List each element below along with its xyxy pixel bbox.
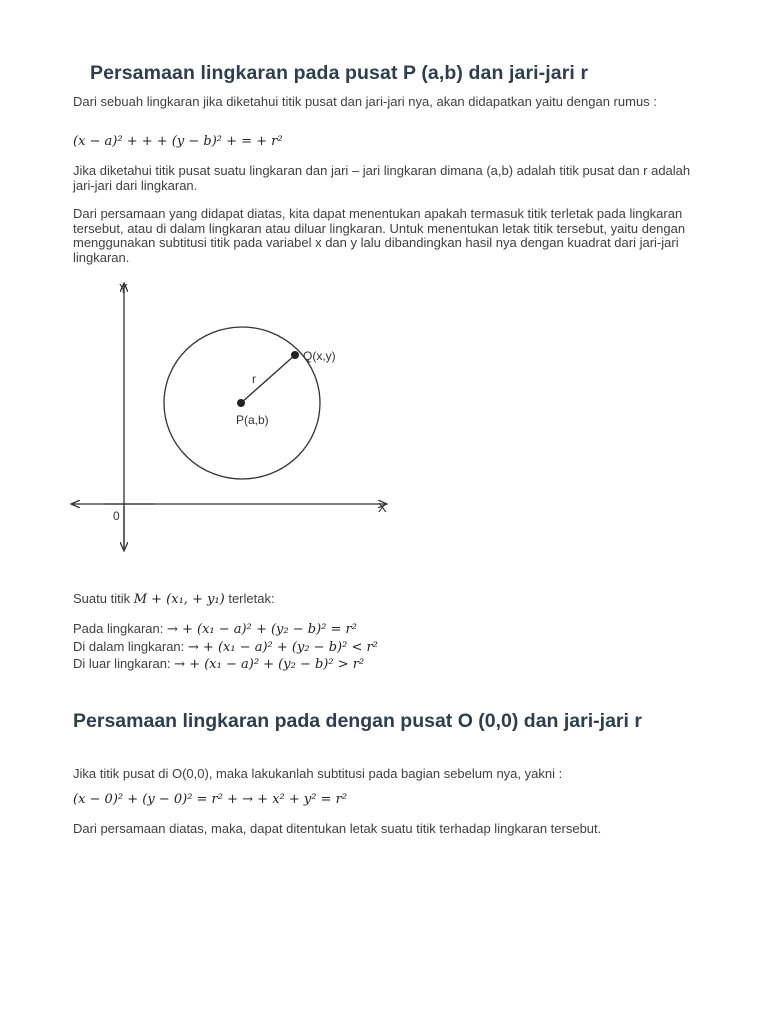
point-intro-line <box>73 591 275 607</box>
center-point <box>237 399 245 407</box>
x-label: X <box>378 500 387 515</box>
outside-circle-line <box>73 656 364 672</box>
section-2-formula: (x − 0)² + (y − 0)² = r² + → + x² + y² = r² <box>73 792 348 807</box>
on-circle-line <box>73 621 357 637</box>
origin-label: 0 <box>113 509 120 523</box>
section-1-explain: Jika diketahui titik pusat suatu lingkaran dan jari – jari lingkaran dimana (a,b) adalah titik pusat dan r adalah jari-jari dari lingkaran. <box>73 163 691 193</box>
section-1-formula: (x − a)² + + + (y − b)² + = + r² <box>73 134 283 149</box>
outside-circle-label: Di luar lingkaran: <box>73 656 171 671</box>
circle-diagram <box>64 276 404 561</box>
outside-circle-formula: → + (x₁ − a)² + (y₂ − b)² > r² <box>174 657 365 672</box>
section-2-closing: Dari persamaan diatas, maka, dapat ditentukan letak suatu titik terhadap lingkaran tersebut. <box>73 821 602 836</box>
point-label: Q(x,y) <box>303 349 336 363</box>
section-2-intro: Jika titik pusat di O(0,0), maka lakukanlah subtitusi pada bagian sebelum nya, yakni : <box>73 766 563 781</box>
on-circle-formula: → + (x₁ − a)² + (y₂ − b)² = r² <box>166 622 357 637</box>
point-trail: terletak: <box>228 591 275 606</box>
y-label: Y <box>119 281 128 296</box>
inside-circle-label: Di dalam lingkaran: <box>73 639 185 654</box>
section-1-title: Persamaan lingkaran pada pusat P (a,b) dan jari-jari r <box>90 62 589 84</box>
section-1-intro: Dari sebuah lingkaran jika diketahui titik pusat dan jari-jari nya, akan didapatkan yaitu dengan rumus : <box>73 94 657 109</box>
section-2-title: Persamaan lingkaran pada dengan pusat O (0,0) dan jari-jari r <box>73 710 642 732</box>
inside-circle-line <box>73 639 378 655</box>
point-lead: Suatu titik <box>73 591 131 606</box>
section-1-paragraph: Dari persamaan yang didapat diatas, kita dapat menentukan apakah termasuk titik terletak pada lingkaran tersebut, atau di dalam lingkaran atau diluar lingkaran. Untuk menentukan letak titik tersebut, yaitu dengan menggunakan subtitusi titik pada variabel x dan y lalu dibandingkan hasil nya dengan kuadrat dari jari-jari lingkaran. <box>73 206 686 265</box>
radius-line <box>241 355 295 403</box>
center-label: P(a,b) <box>236 413 269 427</box>
on-circle-label: Pada lingkaran: <box>73 621 164 636</box>
q-point <box>291 351 299 359</box>
point-expression: M + (x₁, + y₁) <box>133 592 225 607</box>
inside-circle-formula: → + (x₁ − a)² + (y₂ − b)² < r² <box>187 640 378 655</box>
radius-label: r <box>252 372 256 386</box>
